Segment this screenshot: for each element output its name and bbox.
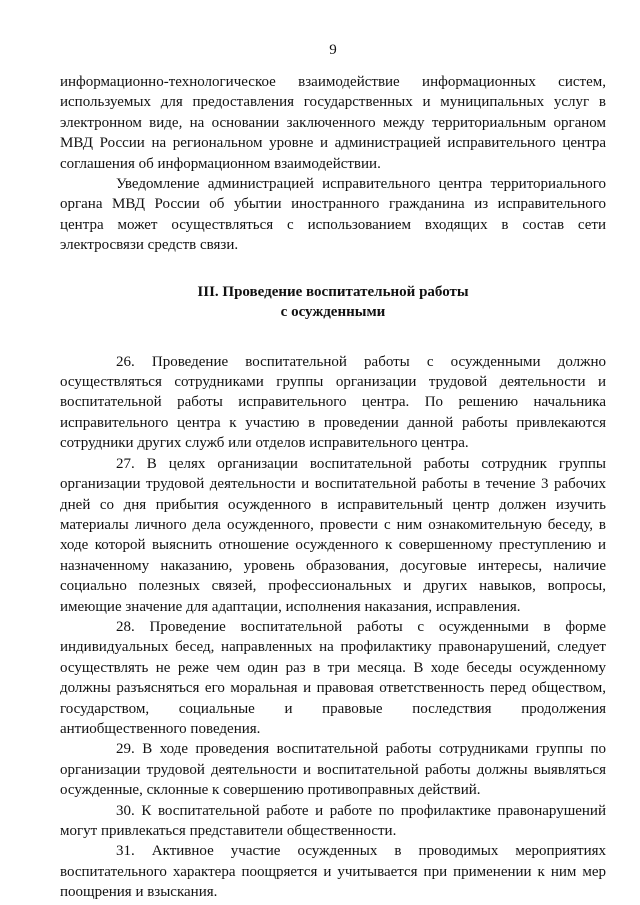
paragraph-31: 31. Активное участие осужденных в проводимых мероприятиях воспитательного характера поощряется и учитывается при применении к ним мер поощрения и взыскания. [60, 843, 606, 901]
paragraph-notification: Уведомление администрацией исправительного центра территориального органа МВД России об убытии иностранного гражданина из исправительного центра может осуществляться с использованием входящих в состав сети электросвязи средств связи. [60, 176, 606, 254]
paragraph-27: 27. В целях организации воспитательной работы сотрудник группы организации трудовой деятельности и воспитательной работы в течение 3 рабочих дней со дня прибытия осужденного в исправительный центр должен изучить материалы личного дела осужденного, провести с ним ознакомительную беседу, в ходе которой выяснить отношение осужденного к совершенному преступлению и назначенному наказанию, уровень образования, досуговые интересы, наличие социально полезных связей, профессиональных и других навыков, вопросы, имеющие значение для адаптации, исполнения наказания, исправления. [60, 455, 606, 615]
page-number: 9 [329, 42, 337, 58]
paragraph-28: 28. Проведение воспитательной работы с осужденными в форме индивидуальных бесед, направленных на профилактику правонарушений, следует осуществлять не реже чем один раз в три месяца. В ходе беседы осужденному должны разъясняться его моральная и правовая ответственность перед обществом, государством, социальные и правовые последствия продолжения антиобщественного поведения. [60, 618, 606, 737]
paragraph-26: 26. Проведение воспитательной работы с осужденными должно осуществляться сотрудниками группы организации трудовой деятельности и воспитательной работы исправительного центра. По решению начальника исправительного центра к участию в проведении данной работы привлекаются сотрудники других служб или отделов исправительного центра. [60, 353, 606, 452]
paragraph-29: 29. В ходе проведения воспитательной работы сотрудниками группы по организации трудовой деятельности и воспитательной работы должны выявляться осужденные, склонные к совершению противоправных действий. [60, 741, 606, 799]
paragraph-continuation: информационно-технологическое взаимодействие информационных систем, используемых для предоставления государственных и муниципальных услуг в электронном виде, на основании заключенного между территориальным органом МВД России на региональном уровне и администрацией исправительного центра соглашения об информационном взаимодействии. [60, 74, 606, 172]
section-heading-line-1: III. Проведение воспитательной работы [197, 283, 469, 300]
section-heading-line-2: с осужденными [280, 303, 386, 320]
section-heading [60, 282, 606, 322]
paragraph-30: 30. К воспитательной работе и работе по профилактике правонарушений могут привлекаться представители общественности. [60, 802, 606, 839]
